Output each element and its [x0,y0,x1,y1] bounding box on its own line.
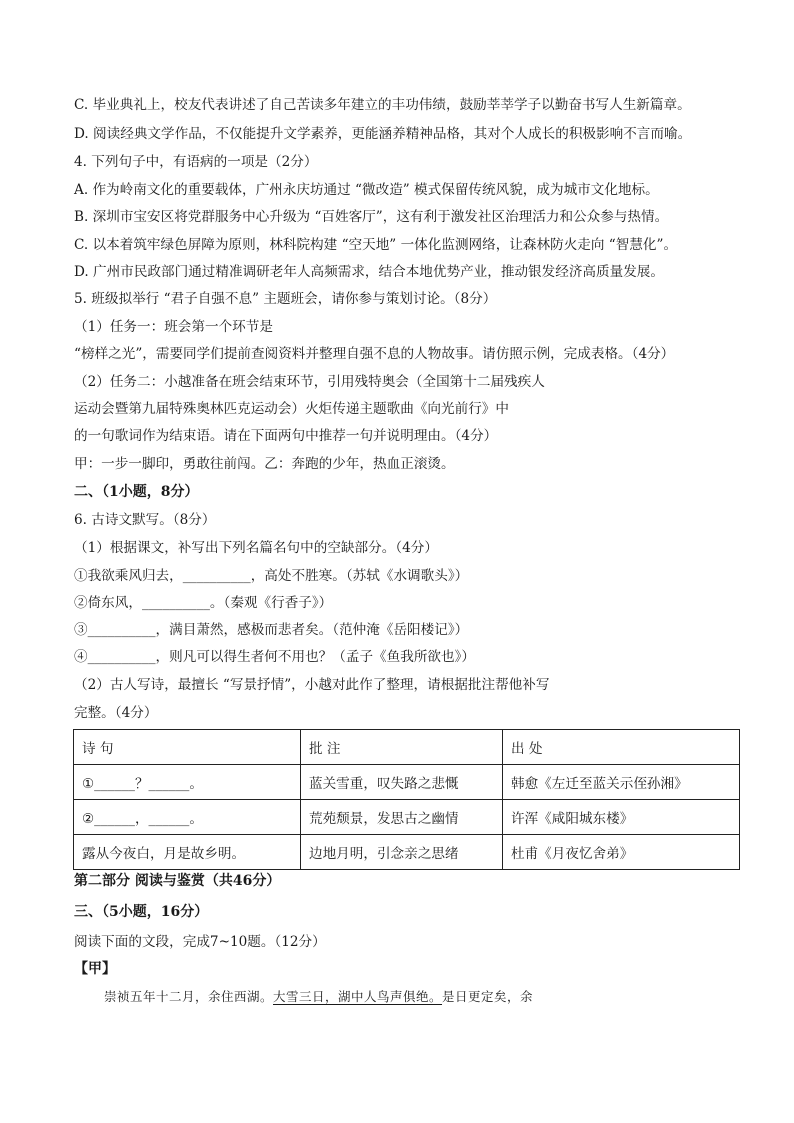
table-cell: 蓝关雪重，叹失路之悲慨 [301,765,503,800]
table-row [74,765,740,800]
table-header: 出 处 [503,730,740,765]
passage-label-jia: 【甲】 [74,961,116,977]
table-cell: 许浑《咸阳城东楼》 [503,800,740,835]
table-header: 诗 句 [74,730,301,765]
q6-blank-1: ①我欲乘风归去，__________，高处不胜寒。（苏轼《水调歌头》） [74,568,469,584]
q5-task2-cont1: 运动会暨第九届特殊奥林匹克运动会）火炬传递主题歌曲《向光前行》中 [74,401,509,417]
table-cell: ②______，______。 [74,800,301,835]
passage-text-underlined: 大雪三日，湖中人鸟声俱绝。 [273,989,443,1004]
question-4: 4. 下列句子中，有语病的一项是（2分） [74,154,318,170]
part-two-heading: 第二部分 阅读与鉴赏（共46分） [74,873,281,889]
table-cell: ①______？______。 [74,765,301,800]
q5-task1: （1）任务一：班会第一个环节是 [74,319,273,335]
q6-blank-4: ④__________，则凡可以得生者何不用也？（孟子《鱼我所欲也》） [74,649,476,665]
q4-option-d: D. 广州市民政部门通过精准调研老年人高频需求，结合本地优势产业，推动银发经济高质量发展。 [74,264,664,280]
table-cell: 边地月明，引念亲之思绪 [301,835,503,870]
poem-table [73,729,740,870]
passage-text-pre: 崇祯五年十二月，余住西湖。 [104,989,274,1004]
table-cell: 露从今夜白，月是故乡明。 [74,835,301,870]
option-c-line: C. 毕业典礼上，校友代表讲述了自己苦读多年建立的丰功伟绩，鼓励莘莘学子以勤奋书写人生新篇章。 [74,97,691,113]
q6-part2: （2）古人写诗，最擅长 “写景抒情”，小越对此作了整理，请根据批注帮他补写 [74,677,550,693]
table-header-row [74,730,740,765]
section-two-heading: 二、（1小题，8分） [74,484,199,500]
q4-option-b: B. 深圳市宝安区将党群服务中心升级为 “百姓客厅”，这有利于激发社区治理活力和公众参与热情。 [74,209,669,225]
question-5: 5. 班级拟举行 “君子自强不息” 主题班会，请你参与策划讨论。（8分） [74,291,497,307]
q5-task2-cont2: 的一句歌词作为结束语。请在下面两句中推荐一句并说明理由。（4分） [74,428,498,444]
table-header: 批 注 [301,730,503,765]
option-d-line: D. 阅读经典文学作品，不仅能提升文学素养，更能涵养精神品格，其对个人成长的积极影响不言而喻。 [74,126,692,142]
q5-task1-cont: “榜样之光”，需要同学们提前查阅资料并整理自强不息的人物故事。请仿照示例，完成表格。（4分） [74,346,675,362]
q6-blank-2: ②倚东风，__________。（秦观《行香子》） [74,595,333,611]
table-cell: 韩愈《左迁至蓝关示侄孙湘》 [503,765,740,800]
table-cell: 荒苑颓景，发思古之幽情 [301,800,503,835]
passage-jia-text [104,988,533,1006]
q6-blank-3: ③__________，满目萧然，感极而悲者矣。（范仲淹《岳阳楼记》） [74,622,469,638]
section-three-heading: 三、（5小题，16分） [74,904,209,920]
q6-part1: （1）根据课文，补写出下列名篇名句中的空缺部分。（4分） [74,540,438,556]
question-6: 6. 古诗文默写。（8分） [74,512,216,528]
q4-option-c: C. 以本着筑牢绿色屏障为原则，林科院构建 “空天地” 一体化监测网络，让森林防火走向 “智慧化”。 [74,237,678,253]
passage-text-post: 是日更定矣，余 [442,989,534,1004]
table-row [74,800,740,835]
table-row [74,835,740,870]
q4-option-a: A. 作为岭南文化的重要载体，广州永庆坊通过 “微改造” 模式保留传统风貌，成为城市文化地标。 [74,182,659,198]
table-cell: 杜甫《月夜忆舍弟》 [503,835,740,870]
q5-task2: （2）任务二：小越准备在班会结束环节，引用残特奥会（全国第十二届残疾人 [74,374,545,390]
reading-instruction: 阅读下面的文段，完成7~10题。（12分） [74,934,326,950]
q5-lyrics: 甲：一步一脚印，勇敢往前闯。乙：奔跑的少年，热血正滚烫。 [74,456,455,472]
q6-part2-cont: 完整。（4分） [74,705,158,721]
